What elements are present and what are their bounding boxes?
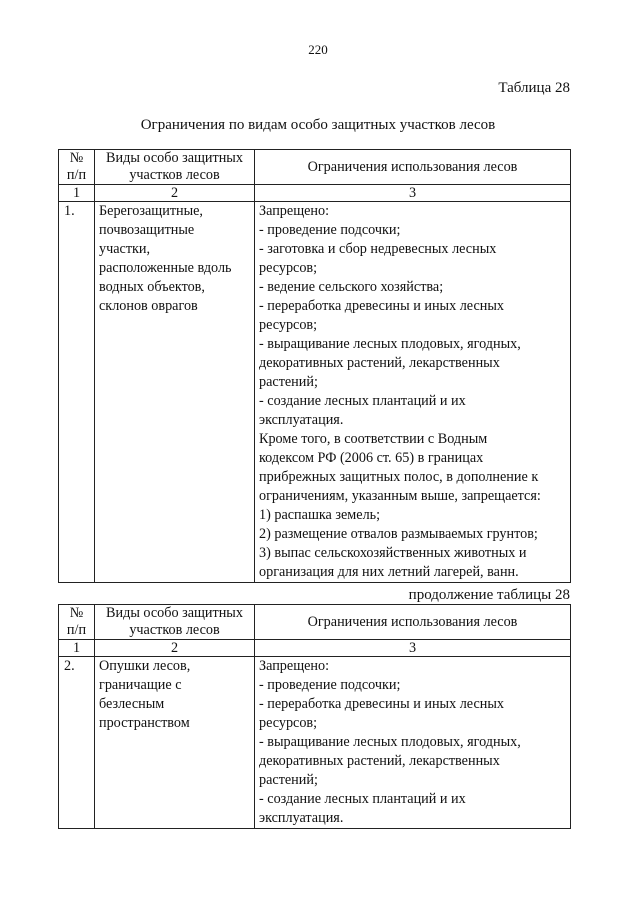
header-type-line: Виды особо защитных (106, 150, 243, 166)
text-line: - переработка древесины и иных лесных (259, 696, 504, 712)
column-number: 1 (59, 640, 95, 657)
continuation-label: продолжение таблицы 28 (408, 587, 570, 603)
header-type-line: участков лесов (129, 622, 220, 638)
header-restrictions: Ограничения использования лесов (255, 150, 571, 185)
text-line: эксплуатация. (259, 810, 344, 826)
text-line: ресурсов; (259, 715, 318, 731)
header-type-line: участков лесов (129, 167, 220, 183)
text-line: - переработка древесины и иных лесных (259, 298, 504, 314)
text-line: водных объектов, (99, 279, 205, 295)
text-line: 3) выпас сельскохозяйственных животных и (259, 545, 527, 561)
text-line: эксплуатация. (259, 412, 344, 428)
table-header-row (59, 150, 571, 185)
header-type (95, 605, 255, 640)
restriction-text (255, 202, 571, 583)
text-line: - выращивание лесных плодовых, ягодных, (259, 336, 521, 352)
header-num-line: № (69, 150, 84, 166)
text-line: ограничениям, указанным выше, запрещается: (259, 488, 541, 504)
text-line: склонов оврагов (99, 298, 198, 314)
table-title: Ограничения по видам особо защитных участков лесов (140, 117, 496, 133)
table-label: Таблица 28 (498, 80, 570, 96)
text-line: почвозащитные (99, 222, 195, 238)
text-line: декоративных растений, лекарственных (259, 355, 500, 371)
header-num-line: п/п (66, 167, 87, 183)
column-number: 3 (255, 185, 571, 202)
restrictions-table (58, 149, 571, 583)
text-line: растений; (259, 772, 318, 788)
text-line: - ведение сельского хозяйства; (259, 279, 444, 295)
text-line: Запрещено: (259, 658, 330, 674)
text-line: Запрещено: (259, 203, 330, 219)
header-num (59, 605, 95, 640)
text-line: 2) размещение отвалов размываемых грунтов; (259, 526, 538, 542)
page-number: 220 (308, 42, 328, 57)
restrictions-table-continued (58, 604, 571, 829)
text-line: Берегозащитные, (99, 203, 203, 219)
text-line: безлесным (99, 696, 165, 712)
text-line: ресурсов; (259, 260, 318, 276)
text-line: - проведение подсочки; (259, 677, 401, 693)
text-line: граничащие с (99, 677, 182, 693)
forest-area-type (95, 202, 255, 583)
table-row (59, 657, 571, 829)
text-line: участки, (99, 241, 151, 257)
header-num-line: № (69, 605, 84, 621)
forest-area-type (95, 657, 255, 829)
column-number-row (59, 185, 571, 202)
text-line: - создание лесных плантаций и их (259, 393, 466, 409)
text-line: Кроме того, в соответствии с Водным (259, 431, 488, 447)
header-restrictions: Ограничения использования лесов (255, 605, 571, 640)
text-line: - проведение подсочки; (259, 222, 401, 238)
column-number: 2 (95, 185, 255, 202)
text-line: - создание лесных плантаций и их (259, 791, 466, 807)
text-line: кодексом РФ (2006 ст. 65) в границах (259, 450, 484, 466)
header-type-line: Виды особо защитных (106, 605, 243, 621)
text-line: ресурсов; (259, 317, 318, 333)
text-line: декоративных растений, лекарственных (259, 753, 500, 769)
text-line: - выращивание лесных плодовых, ягодных, (259, 734, 521, 750)
row-number: 2. (59, 657, 95, 829)
header-num-line: п/п (66, 622, 87, 638)
text-line: прибрежных защитных полос, в дополнение к (259, 469, 539, 485)
column-number: 3 (255, 640, 571, 657)
text-line: расположенные вдоль (99, 260, 232, 276)
text-line: Опушки лесов, (99, 658, 191, 674)
text-line: организация для них летний лагерей, ванн. (259, 564, 519, 580)
text-line: растений; (259, 374, 318, 390)
column-number-row (59, 640, 571, 657)
text-line: 1) распашка земель; (259, 507, 381, 523)
text-line: пространством (99, 715, 190, 731)
table-header-row (59, 605, 571, 640)
header-type (95, 150, 255, 185)
text-line: - заготовка и сбор недревесных лесных (259, 241, 497, 257)
row-number: 1. (59, 202, 95, 583)
column-number: 1 (59, 185, 95, 202)
table-row (59, 202, 571, 583)
restriction-text (255, 657, 571, 829)
column-number: 2 (95, 640, 255, 657)
header-num (59, 150, 95, 185)
